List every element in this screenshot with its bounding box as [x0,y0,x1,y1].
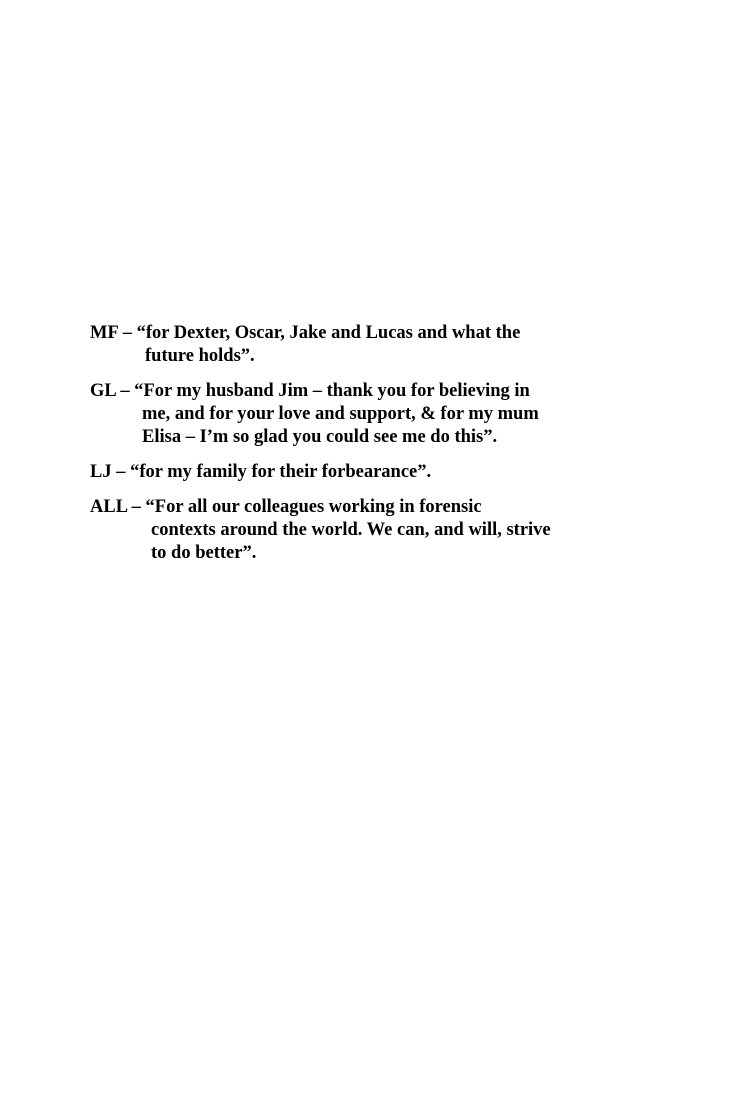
dedication-all [90,496,710,565]
dedication-all-line-2: contexts around the world. We can, and will, strive [151,520,551,540]
dedications-block [90,322,710,577]
dedication-lj-line-1: LJ – “for my family for their forbearance”. [90,462,432,482]
dedication-gl-line-1: GL – “For my husband Jim – thank you for believing in [90,381,530,401]
dedication-all-line-3: to do better”. [151,543,257,563]
dedication-gl-line-2: me, and for your love and support, & for my mum [142,404,539,424]
dedication-gl [90,380,710,449]
dedication-mf-line-1: MF – “for Dexter, Oscar, Jake and Lucas and what the [90,323,521,343]
dedication-gl-line-3: Elisa – I’m so glad you could see me do this”. [142,427,498,447]
dedication-all-line-1: ALL – “For all our colleagues working in forensic [90,497,482,517]
dedication-mf-line-2: future holds”. [145,346,255,366]
dedication-mf [90,322,710,368]
dedication-lj [90,461,710,484]
